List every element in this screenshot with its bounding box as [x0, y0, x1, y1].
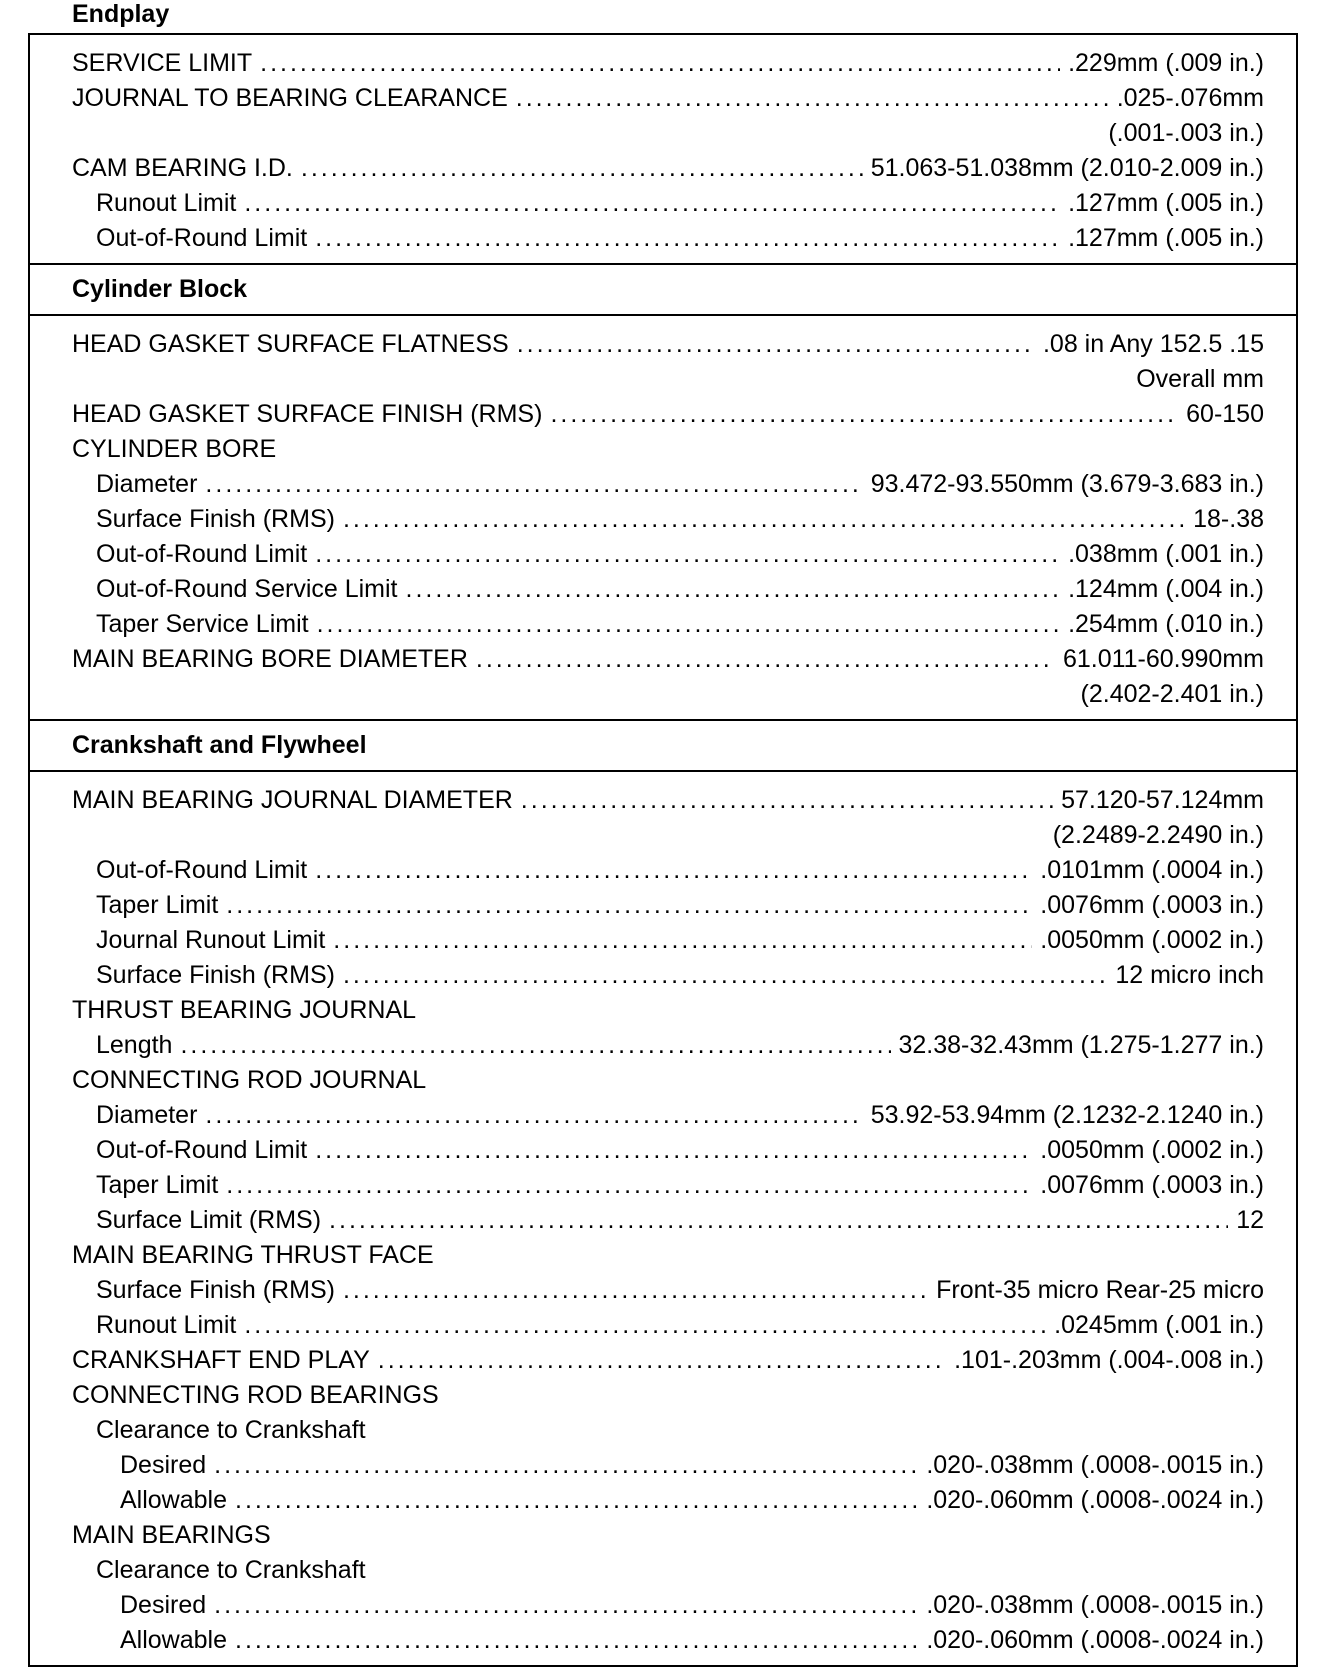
spec-value: 60-150: [1186, 400, 1264, 428]
spec-row: [30, 572, 1296, 607]
spec-row: [30, 783, 1296, 818]
spec-label: MAIN BEARINGS: [72, 1521, 271, 1549]
dot-leader: [235, 1623, 918, 1658]
dot-leader: [214, 1588, 918, 1623]
spec-value: Overall mm: [1136, 365, 1264, 393]
spec-label: JOURNAL TO BEARING CLEARANCE: [72, 84, 508, 112]
spec-subheading: [30, 432, 1296, 467]
spec-label: THRUST BEARING JOURNAL: [72, 996, 417, 1024]
spec-label: Runout Limit: [96, 1311, 237, 1339]
spec-row: [30, 537, 1296, 572]
spec-row: [30, 1308, 1296, 1343]
dot-leader: [301, 151, 863, 186]
spec-value: .0245mm (.001 in.): [1054, 1311, 1264, 1339]
spec-value: .038mm (.001 in.): [1068, 540, 1264, 568]
spec-label: Desired: [120, 1591, 207, 1619]
spec-row: [30, 81, 1296, 116]
spec-subheading: [30, 1378, 1296, 1413]
dot-leader: [226, 1168, 1032, 1203]
spec-label: CRANKSHAFT END PLAY: [72, 1346, 370, 1374]
spec-value: 53.92-53.94mm (2.1232-2.1240 in.): [870, 1101, 1264, 1129]
spec-row: [30, 1168, 1296, 1203]
spec-row: [30, 1203, 1296, 1238]
spec-value: .08 in Any 152.5 .15: [1042, 330, 1264, 358]
spec-label: HEAD GASKET SURFACE FLATNESS: [72, 330, 509, 358]
spec-row: [30, 1273, 1296, 1308]
dot-leader: [406, 572, 1061, 607]
spec-value: (.001-.003 in.): [1108, 119, 1264, 147]
spec-label: MAIN BEARING BORE DIAMETER: [72, 645, 468, 673]
spec-label: CONNECTING ROD JOURNAL: [72, 1066, 427, 1094]
dot-leader: [343, 958, 1107, 993]
spec-label: CONNECTING ROD BEARINGS: [72, 1381, 439, 1409]
dot-leader: [333, 923, 1032, 958]
spec-label: Taper Limit: [96, 891, 219, 919]
spec-row: [30, 1028, 1296, 1063]
spec-label: Surface Limit (RMS): [96, 1206, 322, 1234]
spec-label: Out-of-Round Limit: [96, 540, 308, 568]
spec-row: [30, 923, 1296, 958]
spec-row-continuation: [30, 818, 1296, 853]
spec-value: 32.38-32.43mm (1.275-1.277 in.): [898, 1031, 1264, 1059]
spec-label: Journal Runout Limit: [96, 926, 326, 954]
spec-label: CYLINDER BORE: [72, 435, 277, 463]
spec-value: 18-.38: [1193, 505, 1264, 533]
spec-value: Front-35 micro Rear-25 micro: [936, 1276, 1264, 1304]
spec-label: Diameter: [96, 1101, 198, 1129]
spec-label: Taper Service Limit: [96, 610, 309, 638]
dot-leader: [517, 327, 1035, 362]
dot-leader: [315, 537, 1060, 572]
section-crankshaft-flywheel: [30, 772, 1296, 1665]
spec-label: Runout Limit: [96, 189, 237, 217]
spec-value: .124mm (.004 in.): [1068, 575, 1264, 603]
spec-label: Desired: [120, 1451, 207, 1479]
spec-subheading: [30, 993, 1296, 1028]
spec-row: [30, 327, 1296, 362]
spec-row: [30, 958, 1296, 993]
spec-row-continuation: [30, 362, 1296, 397]
spec-subheading: [30, 1518, 1296, 1553]
dot-leader: [516, 81, 1109, 116]
spec-row: [30, 1588, 1296, 1623]
spec-row: [30, 502, 1296, 537]
spec-row: [30, 221, 1296, 256]
spec-value: .0101mm (.0004 in.): [1040, 856, 1264, 884]
spec-value: .127mm (.005 in.): [1068, 224, 1264, 252]
spec-label: CAM BEARING I.D.: [72, 154, 293, 182]
spec-value: .020-.038mm (.0008-.0015 in.): [926, 1451, 1264, 1479]
spec-row: [30, 397, 1296, 432]
dot-leader: [205, 1098, 862, 1133]
spec-value: 61.011-60.990mm: [1062, 645, 1264, 673]
spec-label: Taper Limit: [96, 1171, 219, 1199]
spec-label: Out-of-Round Limit: [96, 224, 308, 252]
spec-table: [28, 33, 1298, 1667]
spec-label: HEAD GASKET SURFACE FINISH (RMS): [72, 400, 543, 428]
spec-row: [30, 1133, 1296, 1168]
spec-row: [30, 467, 1296, 502]
spec-subheading: [30, 1063, 1296, 1098]
spec-value: .127mm (.005 in.): [1068, 189, 1264, 217]
spec-value: 93.472-93.550mm (3.679-3.683 in.): [870, 470, 1264, 498]
dot-leader: [226, 888, 1032, 923]
dot-leader: [329, 1203, 1228, 1238]
dot-leader: [180, 1028, 890, 1063]
dot-leader: [343, 502, 1185, 537]
spec-row: [30, 186, 1296, 221]
dot-leader: [521, 783, 1053, 818]
spec-row: [30, 46, 1296, 81]
spec-value: .020-.060mm (.0008-.0024 in.): [926, 1486, 1264, 1514]
dot-leader: [378, 1343, 946, 1378]
spec-value: .025-.076mm: [1116, 84, 1264, 112]
section-endplay: [30, 35, 1296, 263]
spec-label: Clearance to Crankshaft: [96, 1556, 366, 1584]
spec-value: .020-.060mm (.0008-.0024 in.): [926, 1626, 1264, 1654]
section-header-cylinder-block: Cylinder Block: [30, 263, 1296, 316]
spec-value: (2.402-2.401 in.): [1080, 680, 1264, 708]
spec-row: [30, 888, 1296, 923]
spec-value: (2.2489-2.2490 in.): [1052, 821, 1264, 849]
spec-label: SERVICE LIMIT: [72, 49, 253, 77]
spec-label: Surface Finish (RMS): [96, 1276, 335, 1304]
dot-leader: [244, 186, 1060, 221]
spec-value: .020-.038mm (.0008-.0015 in.): [926, 1591, 1264, 1619]
spec-label: MAIN BEARING JOURNAL DIAMETER: [72, 786, 513, 814]
dot-leader: [315, 221, 1060, 256]
spec-value: .0076mm (.0003 in.): [1040, 891, 1264, 919]
spec-value: .101-.203mm (.004-.008 in.): [954, 1346, 1264, 1374]
section-cylinder-block: [30, 316, 1296, 719]
spec-label: Allowable: [120, 1626, 228, 1654]
spec-row: [30, 607, 1296, 642]
dot-leader: [315, 1133, 1032, 1168]
spec-label: Out-of-Round Limit: [96, 1136, 308, 1164]
dot-leader: [550, 397, 1178, 432]
spec-label: Allowable: [120, 1486, 228, 1514]
page-title: Endplay: [72, 0, 170, 28]
dot-leader: [315, 853, 1032, 888]
spec-row: [30, 1098, 1296, 1133]
spec-value: .0050mm (.0002 in.): [1040, 1136, 1264, 1164]
dot-leader: [235, 1483, 918, 1518]
spec-label: Surface Finish (RMS): [96, 961, 335, 989]
spec-label: Length: [96, 1031, 173, 1059]
dot-leader: [343, 1273, 928, 1308]
spec-row: [30, 1483, 1296, 1518]
spec-row: [30, 1448, 1296, 1483]
spec-row: [30, 642, 1296, 677]
section-header-crankshaft-flywheel: Crankshaft and Flywheel: [30, 719, 1296, 772]
spec-row-continuation: [30, 116, 1296, 151]
spec-value: 57.120-57.124mm: [1061, 786, 1264, 814]
dot-leader: [317, 607, 1061, 642]
spec-label: MAIN BEARING THRUST FACE: [72, 1241, 434, 1269]
spec-row: [30, 853, 1296, 888]
spec-value: .0076mm (.0003 in.): [1040, 1171, 1264, 1199]
spec-value: .229mm (.009 in.): [1068, 49, 1264, 77]
spec-subheading: [30, 1553, 1296, 1588]
spec-row: [30, 1623, 1296, 1658]
spec-label: Out-of-Round Limit: [96, 856, 308, 884]
spec-value: 12 micro inch: [1115, 961, 1264, 989]
spec-value: .254mm (.010 in.): [1068, 610, 1264, 638]
dot-leader: [205, 467, 862, 502]
spec-row-continuation: [30, 677, 1296, 712]
spec-label: Out-of-Round Service Limit: [96, 575, 398, 603]
spec-label: Clearance to Crankshaft: [96, 1416, 366, 1444]
spec-label: Surface Finish (RMS): [96, 505, 335, 533]
spec-label: Diameter: [96, 470, 198, 498]
dot-leader: [244, 1308, 1046, 1343]
dot-leader: [214, 1448, 918, 1483]
spec-subheading: [30, 1413, 1296, 1448]
spec-row: [30, 151, 1296, 186]
spec-value: .0050mm (.0002 in.): [1040, 926, 1264, 954]
spec-value: 12: [1236, 1206, 1264, 1234]
dot-leader: [260, 46, 1060, 81]
spec-value: 51.063-51.038mm (2.010-2.009 in.): [870, 154, 1264, 182]
spec-row: [30, 1343, 1296, 1378]
spec-subheading: [30, 1238, 1296, 1273]
dot-leader: [476, 642, 1055, 677]
